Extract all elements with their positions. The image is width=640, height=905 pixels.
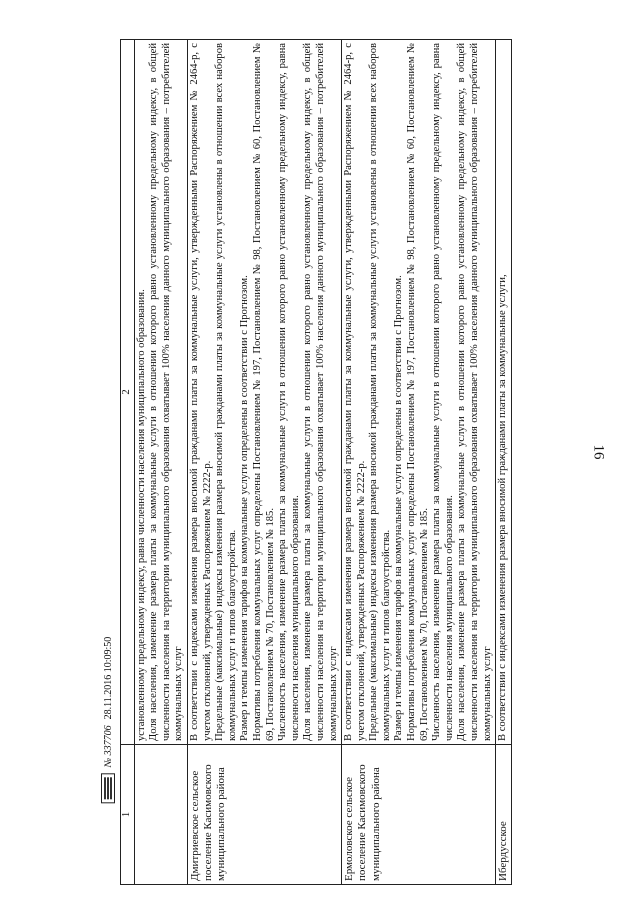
row-name bbox=[134, 745, 187, 885]
row-paragraph: В соответствии с индексами изменения размера вносимой гражданами платы за коммунальные услуги, утвержденными Распоряжением № 2464-р, с учетом отклонений, утвержденных Распоряжением № 2222-р. bbox=[188, 43, 213, 741]
row-paragraph: В соответствии с индексами изменения размера вносимой гражданами платы за коммунальные услуги, утвержденными Распоряжением № 2464-р, с учетом отклонений, утвержденных Распоряжением № 2222-р. bbox=[343, 43, 367, 741]
row-name: Ермоловское сельское поселение Касимовского муниципального района bbox=[342, 745, 496, 885]
row-paragraph: Размер и темпы изменения тарифов на коммунальные услуги определены в соответствии с Прогнозом. bbox=[239, 275, 251, 741]
stamp-number: № 337706 bbox=[102, 725, 114, 768]
row-paragraph: Численность населения, изменение размера платы за коммунальные услуги в отношении которого равно установленному предельному индексу, равна численности населения муниципального образования. bbox=[431, 43, 455, 741]
document-stamp bbox=[101, 637, 115, 804]
row-text bbox=[134, 40, 187, 745]
row-paragraph: Нормативы потребления коммунальных услуг определены Постановлением № 197, Постановлением № 98, Постановлением № 60, Постановлением № 69, Постановлением № 70, Постановлением № 185. bbox=[406, 43, 430, 741]
row-paragraph: Нормативы потребления коммунальных услуг определены Постановлением № 197, Постановлением № 98, Постановлением № 60, Постановлением № 69, Постановлением № 70, Постановлением № 185. bbox=[251, 43, 276, 741]
page-number: 16 bbox=[590, 444, 607, 460]
tariff-table bbox=[120, 39, 512, 885]
row-text bbox=[342, 40, 496, 745]
table-header-row bbox=[121, 40, 135, 885]
table-container bbox=[120, 40, 560, 885]
row-paragraph: В соответствии с индексами изменения размера вносимой гражданами платы за коммунальные услуги, bbox=[497, 274, 509, 741]
row-paragraph: Предельные (максимальные) индексы изменения размера вносимой гражданами платы за коммунальные услуги установлены в отношении всех наборов коммунальных услуг и типов благоустройства. bbox=[214, 43, 238, 741]
row-name: Дмитриевское сельское поселение Касимовского муниципального района bbox=[187, 745, 341, 885]
row-text bbox=[496, 40, 512, 745]
rotated-sheet bbox=[120, 40, 560, 885]
header-col-2: 2 bbox=[121, 40, 135, 745]
table-row bbox=[187, 40, 341, 885]
row-paragraph: Доля населения, изменение размера платы за коммунальные услуги в отношении которого равно установленному предельному индексу, в общей численности населения на территории муниципального образования охватывает 100% населения данного муниципального образования – потребителей коммунальных услуг bbox=[456, 43, 493, 741]
seal-icon bbox=[101, 773, 115, 803]
row-paragraph: Доля населения, изменение размера платы за коммунальные услуги в отношении которого равно установленному предельному индексу, в общей численности населения на территории муниципального образования охватывает 100% населения данного муниципального образования – потребителей коммунальных услуг bbox=[302, 43, 339, 741]
header-col-1: 1 bbox=[121, 745, 135, 885]
table-row bbox=[342, 40, 496, 885]
row-paragraph: установленному предельному индексу, равна численности населения муниципального образования. bbox=[135, 289, 147, 741]
row-paragraph: Размер и темпы изменения тарифов на коммунальные услуги определены в соответствии с Прогнозом. bbox=[393, 275, 405, 741]
table-row-continued bbox=[134, 40, 187, 885]
row-paragraph: Предельные (максимальные) индексы изменения размера вносимой гражданами платы за коммунальные услуги установлены в отношении всех наборов коммунальных услуг и типов благоустройства. bbox=[368, 43, 392, 741]
row-name: Ибердусское bbox=[496, 745, 512, 885]
row-paragraph: Численность населения, изменение размера платы за коммунальные услуги в отношении которого равно установленному предельному индексу, равна численности населения муниципального образования. bbox=[277, 43, 301, 741]
stamp-datetime: 28.11.2016 10:09:50 bbox=[102, 636, 114, 720]
table-row-last bbox=[496, 40, 512, 885]
row-text bbox=[187, 40, 341, 745]
row-paragraph: Доля населения, изменение размера платы за коммунальные услуги в отношении которого равно установленному предельному индексу, в общей численности населения на территории муниципального образования охватывает 100% населения данного муниципального образования – потребителей коммунальных услуг bbox=[148, 43, 185, 741]
